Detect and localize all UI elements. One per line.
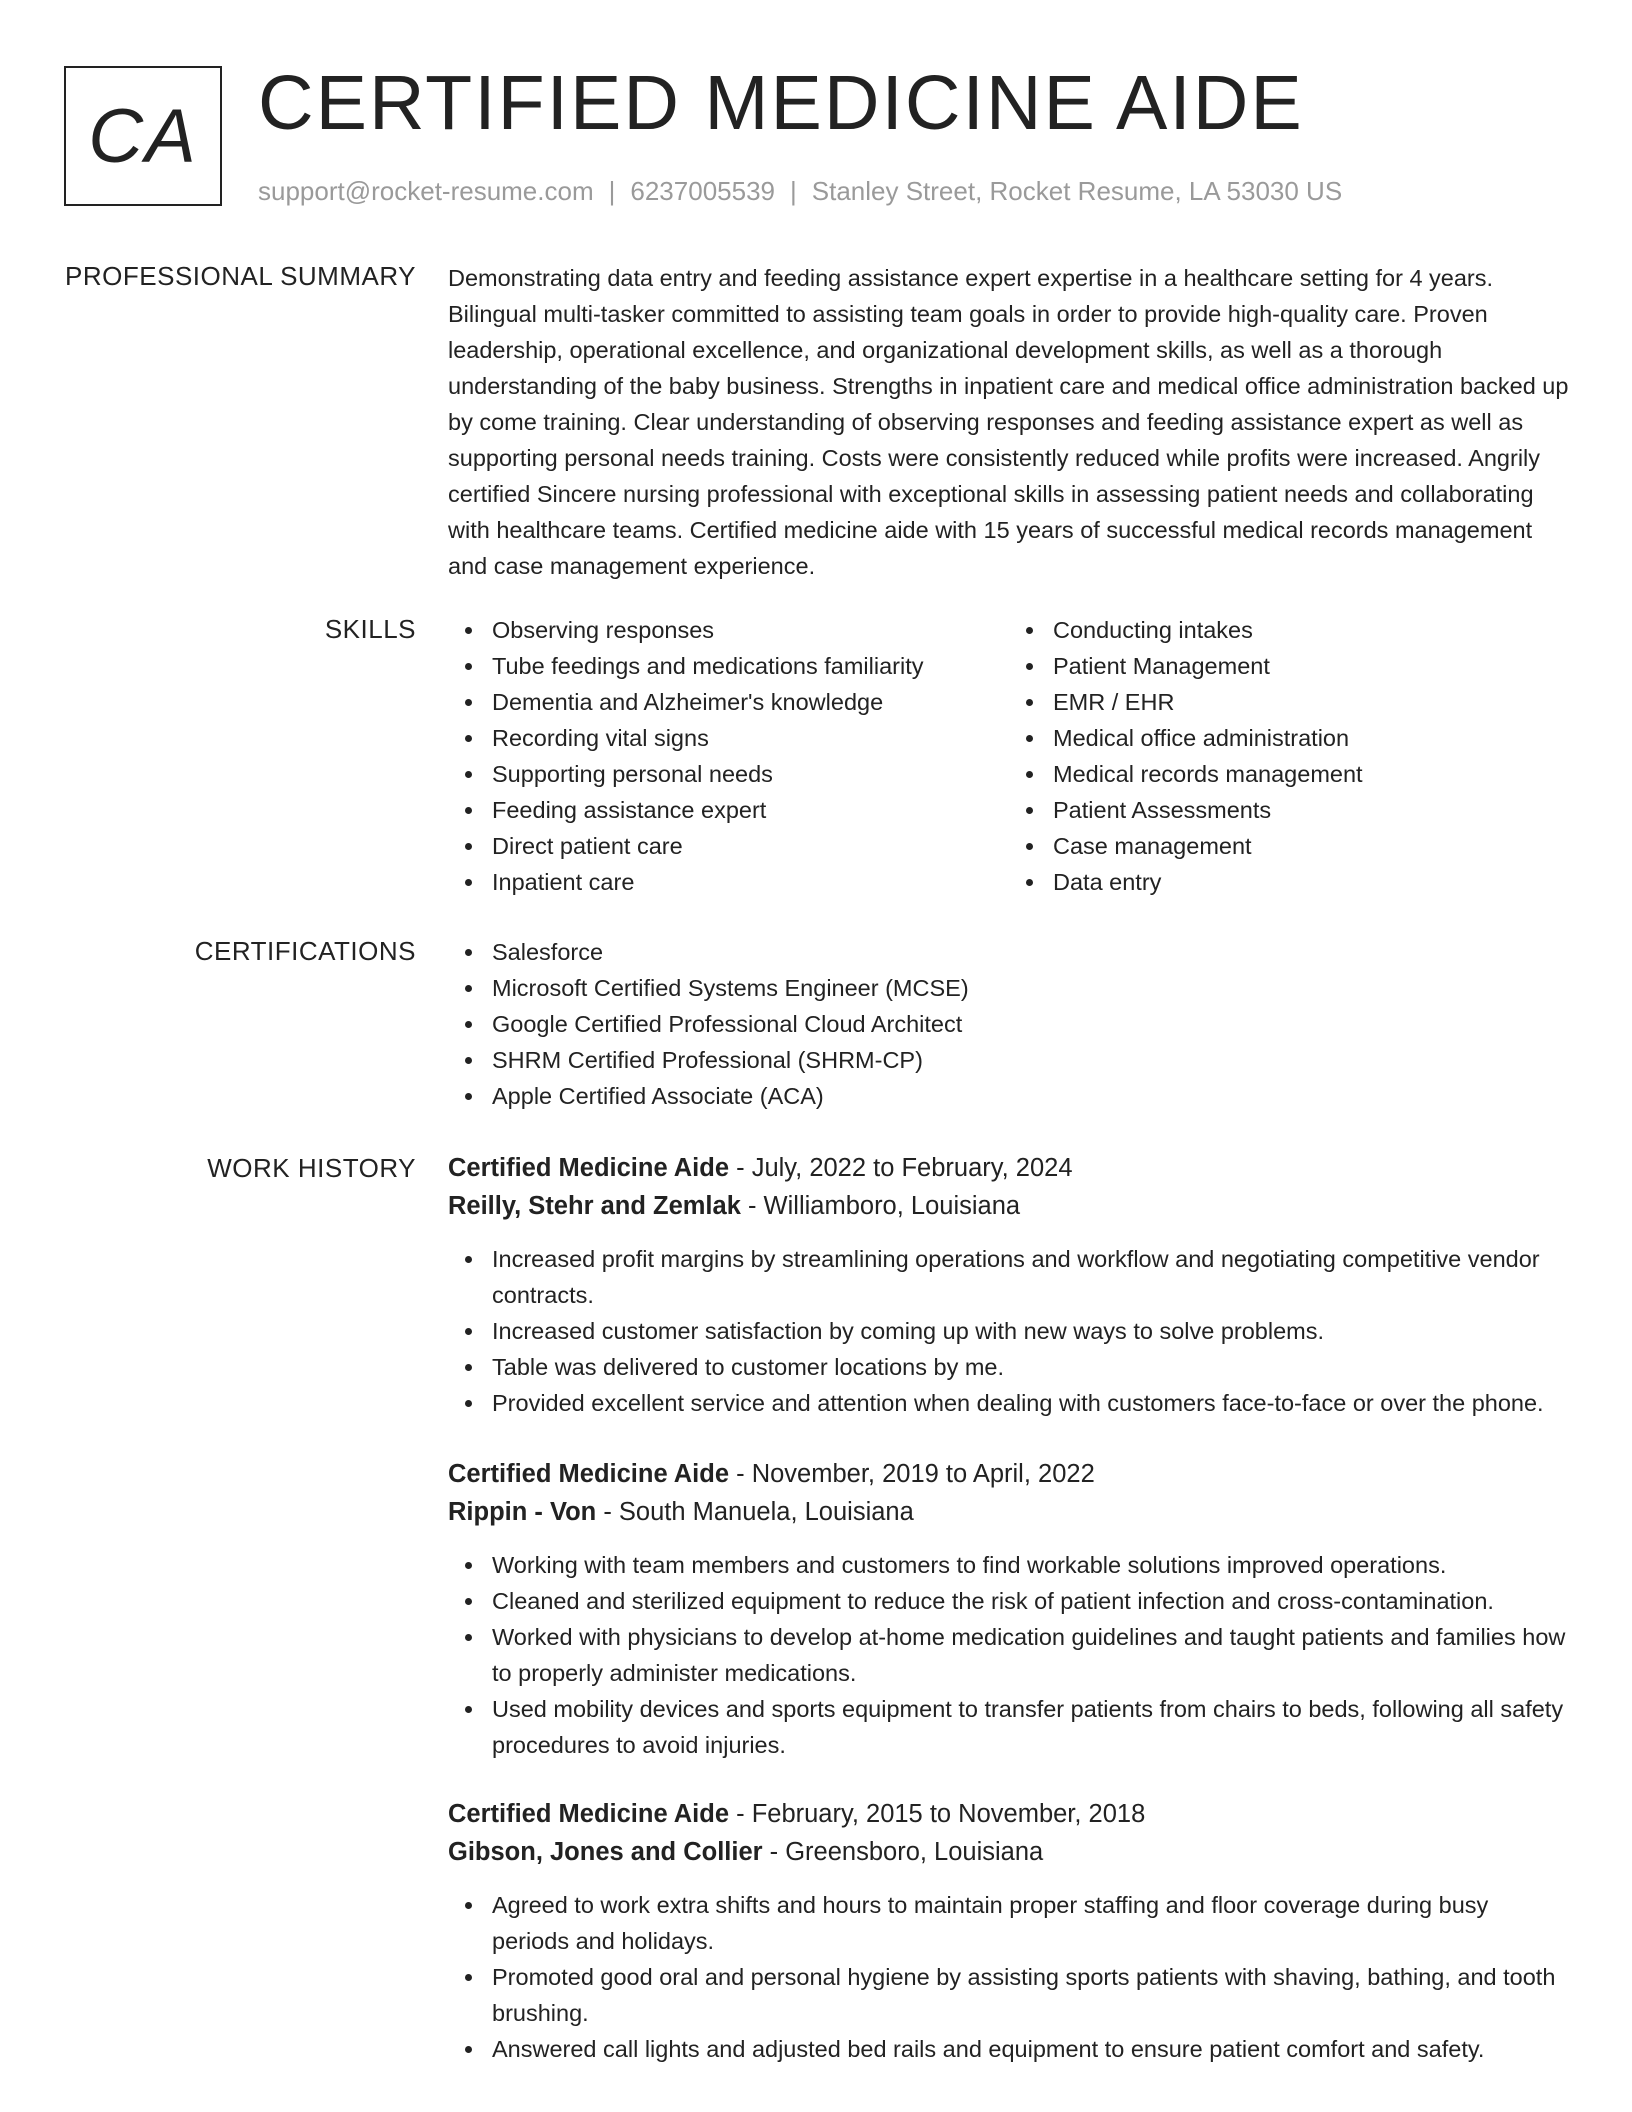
job-dates: - July, 2022 to February, 2024 [729,1154,1073,1182]
skill-item: Supporting personal needs [492,756,1009,792]
skills-list-left [448,612,1009,900]
job-location: - South Manuela, Louisiana [596,1498,914,1526]
contact-phone[interactable]: 6237005539 [630,176,775,206]
job-title: Certified Medicine Aide [448,1800,730,1828]
job-duty: Worked with physicians to develop at-home medication guidelines and taught patients and families how to properly administer medications. [492,1619,1570,1691]
job-title-line [448,1455,1570,1493]
summary-heading: PROFESSIONAL SUMMARY [65,261,416,291]
job-duty: Promoted good oral and personal hygiene by assisting sports patients with shaving, bathing, and tooth brushing. [492,1959,1570,2031]
skill-item: Case management [1053,828,1570,864]
job-title-line [448,1795,1570,1833]
certification-item: Salesforce [492,934,1570,970]
skill-item: Conducting intakes [1053,612,1570,648]
summary-text: Demonstrating data entry and feeding assistance expert expertise in a healthcare setting for 4 years. Bilingual multi-tasker committed to assisting team goals in order to provide high-quality care. Proven leadership, operational excellence, and organizational development skills, as well as a thorough understanding of the baby business. Strengths in inpatient care and medical office administration backed up by come training. Clear understanding of observing responses and feeding assistance expert as well as supporting personal needs training. Costs were consistently reduced while profits were increased. Angrily certified Sincere nursing professional with exceptional skills in assessing patient needs and collaborating with healthcare teams. Certified medicine aide with 15 years of successful medical records management and case management experience. [448,265,1569,579]
job-dates: - February, 2015 to November, 2018 [729,1800,1146,1828]
job-company-line [448,1187,1570,1225]
skill-item: Recording vital signs [492,720,1009,756]
certifications-body [448,934,1570,1114]
job-entry [448,1795,1570,2067]
job-duty: Provided excellent service and attention when dealing with customers face-to-face or over the phone. [492,1385,1570,1421]
job-duty: Used mobility devices and sports equipment to transfer patients from chairs to beds, following all safety procedures to avoid injuries. [492,1691,1570,1763]
job-duty: Table was delivered to customer locations by me. [492,1349,1570,1385]
job-title: Certified Medicine Aide [448,1460,730,1488]
job-dates: - November, 2019 to April, 2022 [729,1460,1095,1488]
monogram-initials: CA [88,93,198,179]
job-location: - Williamboro, Louisiana [740,1192,1021,1220]
skill-item: Patient Management [1053,648,1570,684]
job-company: Gibson, Jones and Collier [448,1838,763,1866]
job-duties-list [448,1241,1570,1421]
contact-address: Stanley Street, Rocket Resume, LA 53030 US [811,176,1343,206]
contact-email[interactable]: support@rocket-resume.com [258,176,594,206]
certifications-heading: CERTIFICATIONS [194,936,416,966]
job-duty: Increased customer satisfaction by coming up with new ways to solve problems. [492,1313,1570,1349]
job-entry [448,1149,1570,1421]
skill-item: Feeding assistance expert [492,792,1009,828]
certification-item: Google Certified Professional Cloud Architect [492,1006,1570,1042]
job-company: Rippin - Von [448,1498,597,1526]
job-company-line [448,1493,1570,1531]
job-location: - Greensboro, Louisiana [762,1838,1044,1866]
job-duty: Agreed to work extra shifts and hours to maintain proper staffing and floor coverage during busy periods and holidays. [492,1887,1570,1959]
work-history-body [448,1149,1570,2067]
skill-item: Medical office administration [1053,720,1570,756]
contact-separator: | [790,176,797,206]
skill-item: Dementia and Alzheimer's knowledge [492,684,1009,720]
monogram-box [64,66,222,206]
job-duty: Cleaned and sterilized equipment to reduce the risk of patient infection and cross-contamination. [492,1583,1570,1619]
skill-item: Patient Assessments [1053,792,1570,828]
resume-title: CERTIFIED MEDICINE AIDE [258,60,1304,146]
job-duty: Answered call lights and adjusted bed rails and equipment to ensure patient comfort and safety. [492,2031,1570,2067]
skill-item: EMR / EHR [1053,684,1570,720]
contact-separator: | [608,176,616,206]
skill-item: Inpatient care [492,864,1009,900]
work-history-heading: WORK HISTORY [207,1153,416,1183]
skills-heading: SKILLS [324,614,416,644]
job-duty: Increased profit margins by streamlining operations and workflow and negotiating competitive vendor contracts. [492,1241,1570,1313]
job-entry [448,1455,1570,1763]
contact-line [258,176,1342,206]
skill-item: Tube feedings and medications familiarity [492,648,1009,684]
certification-item: SHRM Certified Professional (SHRM-CP) [492,1042,1570,1078]
skill-item: Data entry [1053,864,1570,900]
certification-item: Microsoft Certified Systems Engineer (MCSE) [492,970,1570,1006]
job-title-line [448,1149,1570,1187]
job-title: Certified Medicine Aide [448,1154,730,1182]
summary-body [448,260,1570,584]
job-company: Reilly, Stehr and Zemlak [448,1192,741,1220]
job-duties-list [448,1547,1570,1763]
skill-item: Direct patient care [492,828,1009,864]
skills-list-right [1009,612,1570,900]
job-duties-list [448,1887,1570,2067]
skill-item: Observing responses [492,612,1009,648]
certification-item: Apple Certified Associate (ACA) [492,1078,1570,1114]
skills-body [448,612,1570,900]
job-duty: Working with team members and customers to find workable solutions improved operations. [492,1547,1570,1583]
skill-item: Medical records management [1053,756,1570,792]
job-company-line [448,1833,1570,1871]
certifications-list [448,934,1570,1114]
